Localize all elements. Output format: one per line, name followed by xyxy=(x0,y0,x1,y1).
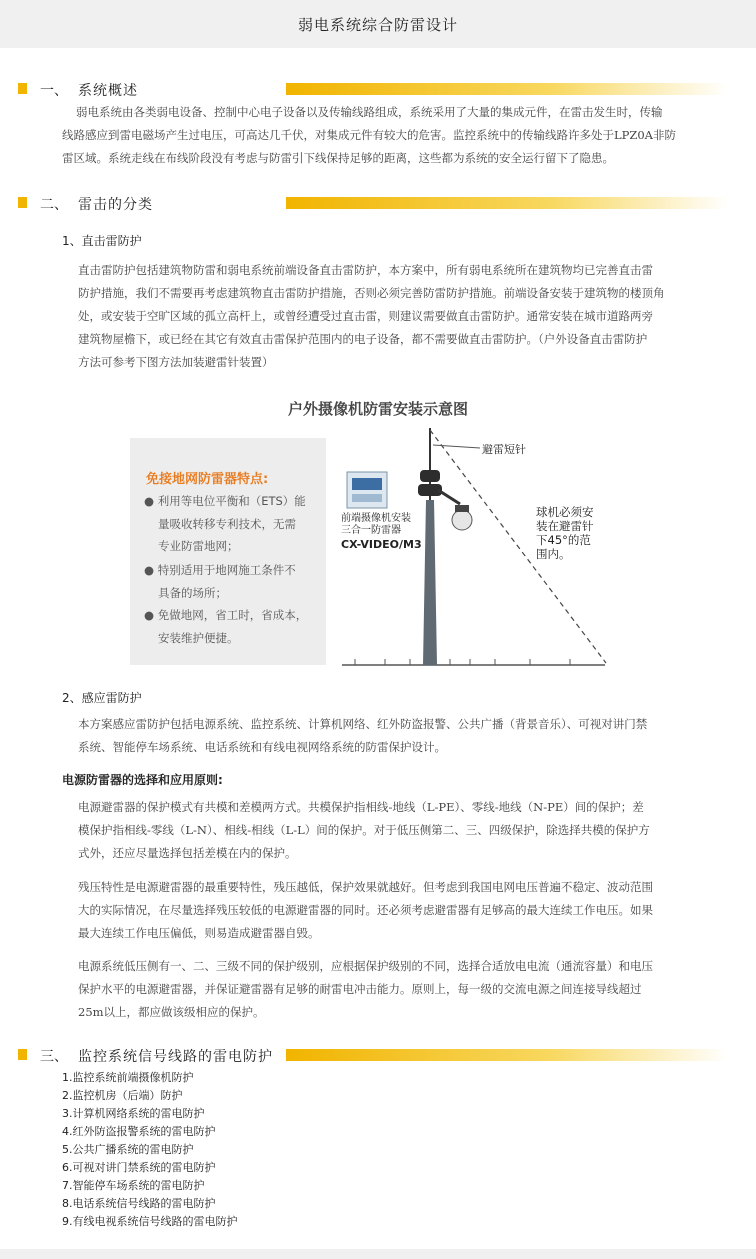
section-number: 二、 xyxy=(40,197,68,213)
protection-list xyxy=(62,1069,238,1231)
subsection-title: 2、感应雷防护 xyxy=(62,691,142,705)
feature-box-title: 免接地网防雷器特点: xyxy=(146,472,269,487)
list-item: 6.可视对讲门禁系统的雷电防护 xyxy=(62,1161,216,1174)
section-title: 雷击的分类 xyxy=(78,197,153,213)
list-item: 1.监控系统前端摄像机防护 xyxy=(62,1071,194,1084)
camera-arm xyxy=(438,490,460,504)
arrester-device-panel xyxy=(352,494,382,502)
dome-camera xyxy=(452,510,472,530)
section-bar xyxy=(286,83,728,95)
para-line: 线路感应到雷电磁场产生过电压，可高达几千伏，对集成元件有较大的危害。监控系统中的传输线路许多处于LPZ0A非防 xyxy=(62,128,676,142)
device-model: CX-VIDEO/M3 xyxy=(341,538,422,551)
section-bar xyxy=(286,1049,728,1061)
feature-line: 量吸收转移专利技术，无需 xyxy=(158,516,296,531)
list-item: 5.公共广播系统的雷电防护 xyxy=(62,1143,194,1156)
cone-note-line: 装在避雷针 xyxy=(536,519,594,533)
camera-pole xyxy=(423,500,437,665)
feature-line: 安装维护便捷。 xyxy=(158,630,239,645)
cone-note-line: 围内。 xyxy=(536,547,571,561)
list-item: 7.智能停车场系统的雷电防护 xyxy=(62,1179,205,1192)
device-label-line: 三合一防雷器 xyxy=(341,525,401,536)
camera-mount xyxy=(455,505,469,512)
device-label-line: 前端摄像机安装 xyxy=(341,513,411,524)
list-item: 8.电话系统信号线路的雷电防护 xyxy=(62,1197,216,1210)
para-line: 建筑物屋檐下，或已经在其它有效直击雷保护范围内的电子设备，都不需要做直击雷防护。（户外设备直击雷防护 xyxy=(78,332,648,346)
feature-line: ● 特别适用于地网施工条件不 xyxy=(144,563,296,577)
feature-item xyxy=(144,559,324,604)
feature-box xyxy=(130,438,326,665)
para-line: 直击雷防护包括建筑物防雷和弱电系统前端设备直击雷防护，本方案中，所有弱电系统所在建筑物均已完善直击雷 xyxy=(78,263,653,277)
feature-item xyxy=(144,604,324,649)
arrester-device-panel xyxy=(352,478,382,490)
para-line: 保护水平的电源避雷器，并保证避雷器有足够的耐雷电冲击能力。原则上，每一级的交流电源之间连接导线超过 xyxy=(78,982,642,996)
section-title: 系统概述 xyxy=(78,83,138,99)
para-line: 方法可参考下图方法加装避雷针装置） xyxy=(78,355,274,369)
feature-line: 专业防雷地网； xyxy=(158,539,239,553)
feature-line: ● 利用等电位平衡和（ETS）能 xyxy=(144,494,306,508)
para-line: 电源系统低压侧有一、二、三级不同的保护级别，应根据保护级别的不同，选择合适放电电流（通流容量）和电压 xyxy=(78,959,653,973)
power-paragraph-3 xyxy=(78,955,748,1024)
para-line: 本方案感应雷防护包括电源系统、监控系统、计算机网络、红外防盗报警、公共广播（背景音乐）、可视对讲门禁 xyxy=(78,717,648,731)
direct-lightning-paragraph xyxy=(78,259,748,374)
list-item: 9.有线电视系统信号线路的雷电防护 xyxy=(62,1215,238,1228)
section-marker xyxy=(18,197,27,208)
cone-note-line: 下45°的范 xyxy=(536,533,591,547)
para-line: 弱电系统由各类弱电设备、控制中心电子设备以及传输线路组成，系统采用了大量的集成元件，在雷击发生时，传输 xyxy=(76,105,663,119)
section-header-3 xyxy=(18,1046,728,1064)
section-number: 三、 xyxy=(40,1049,68,1065)
feature-line: 具备的场所； xyxy=(158,585,227,600)
para-line: 最大连续工作电压偏低，则易造成避雷器自毁。 xyxy=(78,926,320,940)
para-line: 处，或安装于空旷区域的孤立高杆上，或曾经遭受过直击雷，则建议需要做直击雷防护。通常安装在城市道路两旁 xyxy=(78,309,653,323)
para-line: 模保护指相线-零线（L-N）、相线-相线（L-L）间的保护。对于低压侧第二、三、四级保护，除选择共模的保护方 xyxy=(78,823,650,837)
power-paragraph-2 xyxy=(78,876,748,945)
cone-note xyxy=(536,505,594,561)
section-number: 一、 xyxy=(40,83,68,99)
feature-item xyxy=(144,490,324,558)
section-header-2 xyxy=(18,194,728,212)
subsection-title: 1、直击雷防护 xyxy=(62,234,142,248)
section-marker xyxy=(18,1049,27,1060)
list-item: 4.红外防盗报警系统的雷电防护 xyxy=(62,1125,216,1138)
para-line: 防护措施，我们不需要再考虑建筑物直击雷防护措施，否则必须完善防雷防护措施。前端设备安装于建筑物的楼顶角 xyxy=(78,286,665,300)
device-label xyxy=(341,513,411,537)
feature-line: ● 免做地网，省工时，省成本， xyxy=(144,608,308,622)
para-line: 式外，还应尽量选择包括差模在内的保护。 xyxy=(78,846,297,860)
para-line: 系统、智能停车场系统、电话系统和有线电视网络系统的防雷保护设计。 xyxy=(78,740,446,754)
rod-label-leader xyxy=(433,445,480,448)
section-title: 监控系统信号线路的雷电防护 xyxy=(78,1049,273,1065)
section-bar xyxy=(286,197,728,209)
para-line: 电源避雷器的保护模式有共模和差模两方式。共模保护指相线-地线（L-PE）、零线-地线（N-PE）间的保护；差 xyxy=(78,800,644,814)
cone-note-line: 球机必须安 xyxy=(536,505,594,519)
page-title: 弱电系统综合防雷设计 xyxy=(297,16,458,34)
pole-clamp xyxy=(420,470,440,482)
overview-paragraph xyxy=(62,101,742,170)
para-line: 雷区域。系统走线在布线阶段没有考虑与防雷引下线保持足够的距离，这些都为系统的安全运行留下了隐患。 xyxy=(62,151,614,165)
induced-lightning-paragraph xyxy=(78,713,748,759)
section-header-1 xyxy=(18,80,728,98)
para-line: 残压特性是电源避雷器的最重要特性，残压越低，保护效果就越好。但考虑到我国电网电压普遍不稳定、波动范围 xyxy=(78,880,653,894)
figure-title: 户外摄像机防雷安装示意图 xyxy=(287,400,468,418)
para-line: 25m以上，都应做该级相应的保护。 xyxy=(78,1005,265,1019)
power-paragraph-1 xyxy=(78,796,748,865)
footer-bar xyxy=(0,1249,756,1259)
ground-spikes xyxy=(355,659,570,665)
power-arrester-heading: 电源防雷器的选择和应用原则: xyxy=(62,773,223,787)
list-item: 3.计算机网络系统的雷电防护 xyxy=(62,1107,205,1120)
para-line: 大的实际情况，在尽量选择残压较低的电源避雷器的同时。还必须考虑避雷器有足够高的最大连续工作电压。如果 xyxy=(78,903,653,917)
list-item: 2.监控机房（后端）防护 xyxy=(62,1089,183,1102)
rod-label: 避雷短针 xyxy=(482,443,526,456)
section-marker xyxy=(18,83,27,94)
